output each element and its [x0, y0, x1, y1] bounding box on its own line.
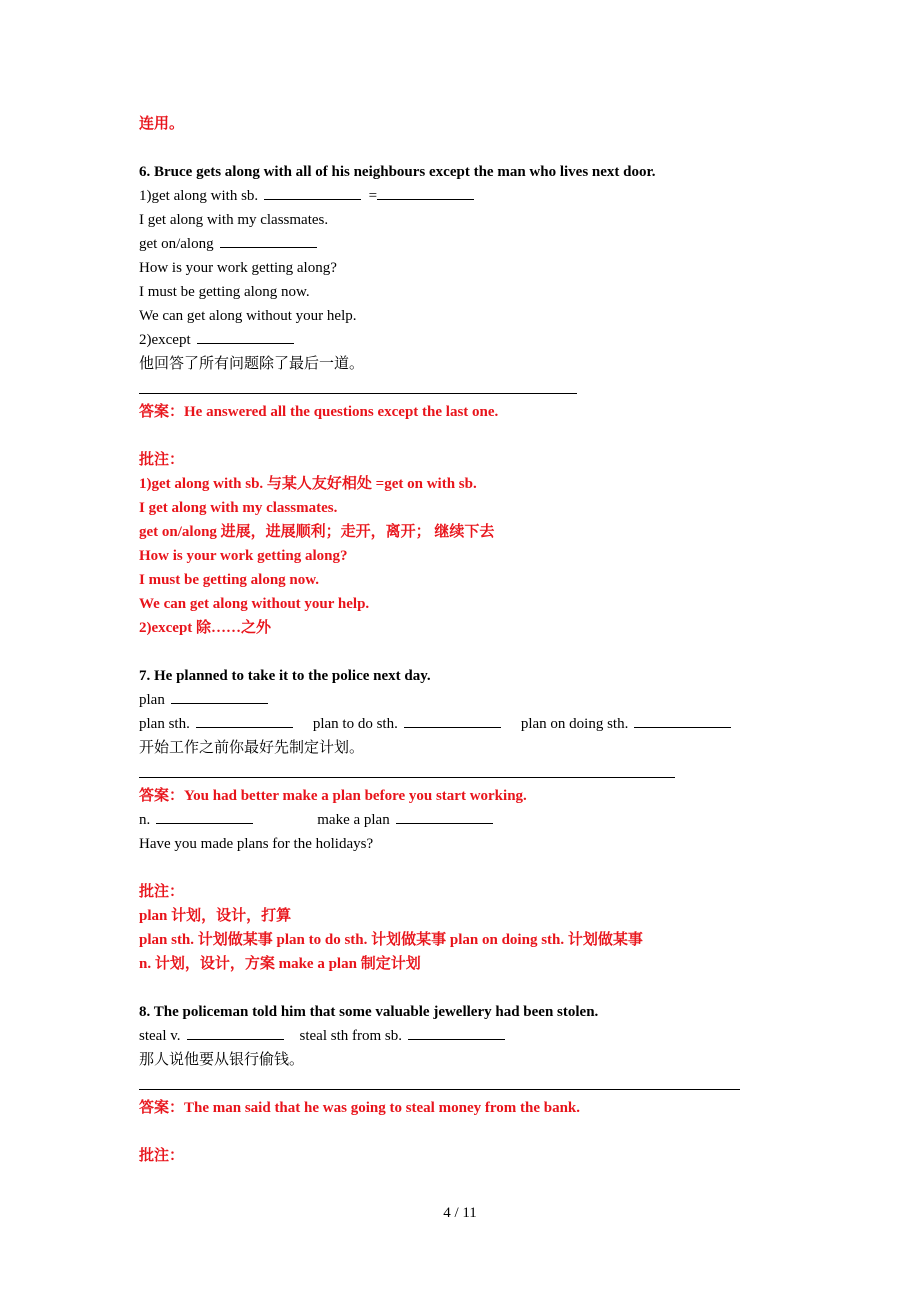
answer-blank[interactable] — [264, 185, 361, 200]
answer-line[interactable] — [139, 376, 779, 400]
answer-blank[interactable] — [197, 329, 294, 344]
q6-note: We can get along without your help. — [139, 596, 370, 612]
answer-blank[interactable] — [408, 1025, 505, 1040]
answer-blank[interactable] — [634, 713, 731, 728]
answer-blank[interactable] — [377, 185, 474, 200]
q7-line-3 — [139, 808, 779, 832]
q6-text: 1)get along with sb. — [139, 188, 259, 204]
q7-text: make a plan — [317, 812, 390, 828]
q7-line-1 — [139, 688, 779, 712]
q6-note: get on/along 进展，进展顺利；走开，离开； 继续下去 — [139, 524, 495, 540]
document-page — [139, 112, 779, 1168]
answer-blank[interactable] — [187, 1025, 284, 1040]
q7-note: plan sth. 计划做某事 plan to do sth. 计划做某事 plan on doing sth. 计划做某事 — [139, 932, 643, 948]
spacer — [139, 640, 779, 664]
q7-prompt: 开始工作之前你最好先制定计划。 — [139, 740, 365, 756]
q6-note: 2)except 除……之外 — [139, 620, 272, 636]
q6-note: I get along with my classmates. — [139, 500, 338, 516]
q8-line-1 — [139, 1024, 779, 1048]
answer-blank[interactable] — [404, 713, 501, 728]
q7-title: 7. He planned to take it to the police next day. — [139, 668, 431, 684]
answer-blank[interactable] — [220, 233, 317, 248]
equals-sign: = — [368, 188, 378, 204]
q6-line-6: We can get along without your help. — [139, 308, 357, 324]
answer-line[interactable] — [139, 1072, 779, 1096]
spacer — [139, 856, 779, 880]
q8-title: 8. The policeman told him that some valuable jewellery had been stolen. — [139, 1004, 599, 1020]
q7-text: plan to do sth. — [312, 716, 398, 732]
q7-text: plan sth. — [139, 716, 190, 732]
q7-example: Have you made plans for the holidays? — [139, 836, 374, 852]
answer-blank[interactable] — [396, 809, 493, 824]
q7-answer: 答案：You had better make a plan before you start working. — [139, 788, 527, 804]
q8-text: steal v. — [139, 1028, 181, 1044]
answer-blank[interactable] — [156, 809, 253, 824]
answer-line[interactable] — [139, 760, 779, 784]
q6-text: get on/along — [139, 236, 214, 252]
q6-notes-label: 批注： — [139, 452, 185, 468]
answer-blank[interactable] — [196, 713, 293, 728]
q6-answer: 答案：He answered all the questions except the last one. — [139, 404, 499, 420]
q6-line-1 — [139, 184, 779, 208]
q6-title: 6. Bruce gets along with all of his neighbours except the man who lives next door. — [139, 164, 656, 180]
page-number: 4 / 11 — [443, 1205, 477, 1221]
q6-text: 2)except — [139, 332, 191, 348]
q8-text: steal sth from sb. — [299, 1028, 403, 1044]
spacer — [139, 136, 779, 160]
answer-blank[interactable] — [171, 689, 268, 704]
q8-notes-label: 批注： — [139, 1148, 185, 1164]
q8-answer: 答案：The man said that he was going to steal money from the bank. — [139, 1100, 580, 1116]
q6-note: I must be getting along now. — [139, 572, 320, 588]
spacer — [139, 976, 779, 1000]
q8-prompt: 那人说他要从银行偷钱。 — [139, 1052, 305, 1068]
q7-note: plan 计划，设计，打算 — [139, 908, 292, 924]
q6-note: How is your work getting along? — [139, 548, 348, 564]
q6-note: 1)get along with sb. 与某人友好相处 =get on with sb. — [139, 476, 477, 492]
intro-tail: 连用。 — [139, 116, 185, 132]
q7-notes-label: 批注： — [139, 884, 185, 900]
q6-line-7 — [139, 328, 779, 352]
q6-line-2: I get along with my classmates. — [139, 212, 329, 228]
q7-text: plan on doing sth. — [520, 716, 629, 732]
q6-line-5: I must be getting along now. — [139, 284, 310, 300]
q6-line-3 — [139, 232, 779, 256]
q7-text: plan — [139, 692, 165, 708]
q6-line-4: How is your work getting along? — [139, 260, 337, 276]
spacer — [139, 1120, 779, 1144]
spacer — [139, 424, 779, 448]
q7-text: n. — [139, 812, 151, 828]
q7-line-2 — [139, 712, 779, 736]
q6-prompt: 他回答了所有问题除了最后一道。 — [139, 356, 365, 372]
q7-note: n. 计划，设计，方案 make a plan 制定计划 — [139, 956, 421, 972]
